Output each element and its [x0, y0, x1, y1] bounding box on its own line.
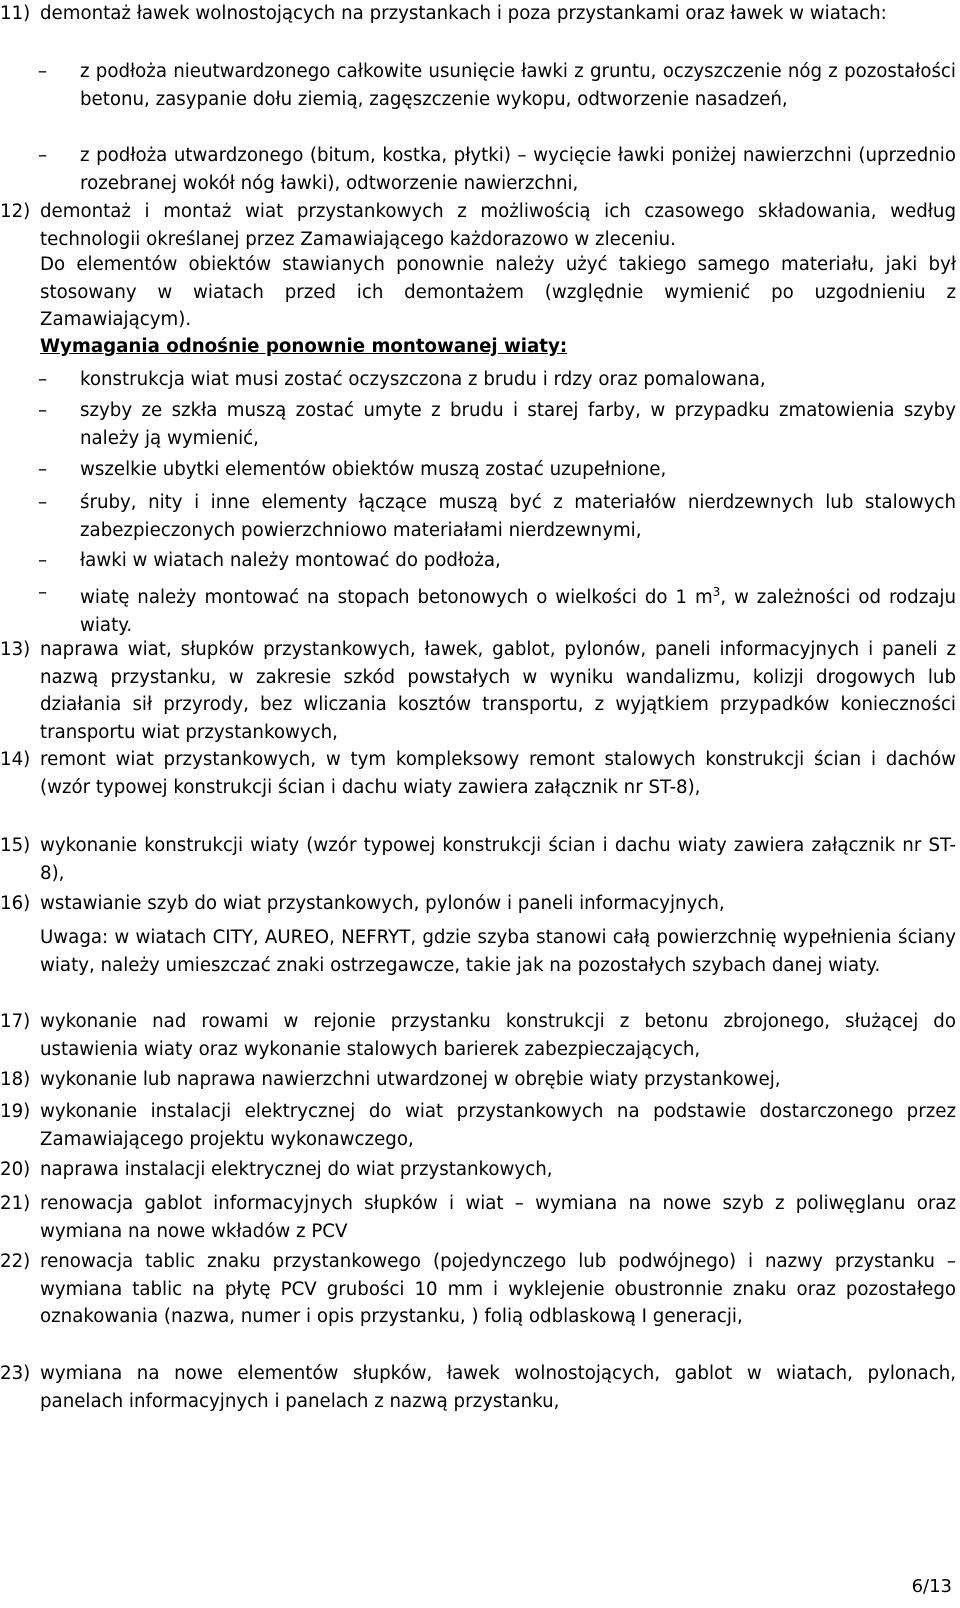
item-text: renowacja gablot informacyjnych słupków i wiat – wymiana na nowe szyb z poliwęglanu oraz wymiana na nowe wkładów z PCV [40, 1193, 956, 1242]
dash-marker: – [38, 369, 48, 390]
item-text: naprawa wiat, słupków przystankowych, ławek, gablot, pylonów, paneli informacyjnych i paneli z nazwą przystanku, w zakresie szkód powstałych w wyniku wandalizmu, kolizji drogowych lub działania sił przyrody, bez wliczania kosztów transportu, z wyjątkiem przypadków konieczności transportu wiat przystankowych, [40, 639, 956, 743]
list-item-14 [0, 746, 956, 801]
page-number: 6/13 [911, 1576, 952, 1597]
item-number: 18) [0, 1069, 31, 1090]
item-text: demontaż ławek wolnostojących na przystankach i poza przystankami oraz ławek w wiatach: [40, 3, 887, 24]
item-number: 11) [0, 3, 31, 24]
item-number: 15) [0, 835, 31, 856]
requirement-text: konstrukcja wiat musi zostać oczyszczona z brudu i rdzy oraz pomalowana, [80, 369, 766, 390]
list-item-18 [0, 1066, 956, 1094]
item-text: wykonanie konstrukcji wiaty (wzór typowej konstrukcji ścian i dachu wiaty zawiera załącznik nr ST-8), [40, 835, 956, 884]
item-number: 21) [0, 1193, 31, 1214]
item-number: 13) [0, 639, 31, 660]
dash-marker: – [38, 61, 48, 82]
dash-marker: – [38, 492, 48, 513]
dash-marker: – [38, 400, 48, 421]
requirement-text: wszelkie ubytki elementów obiektów muszą zostać uzupełnione, [80, 459, 667, 480]
requirement-item [38, 397, 956, 452]
requirement-item [38, 456, 956, 484]
sub-item [38, 58, 956, 113]
item-number: 20) [0, 1159, 31, 1180]
item-text: renowacja tablic znaku przystankowego (pojedynczego lub podwójnego) i nazwy przystanku – wymiana tablic na płytę PCV grubości 10 mm i wyklejenie obustronnie znaku oraz pozostałego oznakowania (nazwa, numer i opis przystanku, ) folią odblaskową I generacji, [40, 1251, 956, 1327]
sub-item [38, 142, 956, 197]
list-item-15 [0, 832, 956, 887]
note-paragraph: Uwaga: w wiatach CITY, AUREO, NEFRYT, gdzie szyba stanowi całą powierzchnię wypełnienia ściany wiaty, należy umieszczać znaki ostrzegawcze, takie jak na pozostałych szybach danej wiaty. [40, 927, 956, 976]
item-number: 16) [0, 893, 31, 914]
item-number: 14) [0, 749, 31, 770]
requirement-text-part: , w zależności od rodzaju wiaty. [80, 587, 956, 636]
dash-marker: – [38, 550, 48, 571]
list-item-12 [0, 198, 956, 253]
item-number: 23) [0, 1363, 31, 1384]
superscript: 3 [712, 585, 721, 599]
list-item-11 [0, 0, 956, 28]
item-number: 17) [0, 1011, 31, 1032]
list-item-19 [0, 1098, 956, 1153]
item-text: wykonanie nad rowami w rejonie przystanku konstrukcji z betonu zbrojonego, służącej do ustawienia wiaty oraz wykonanie stalowych barierek zabezpieczających, [40, 1011, 956, 1060]
requirement-text: ławki w wiatach należy montować do podłoża, [80, 550, 501, 571]
item-text: remont wiat przystankowych, w tym kompleksowy remont stalowych konstrukcji ścian i dachów (wzór typowej konstrukcji ścian i dachu wiaty zawiera załącznik nr ST-8), [40, 749, 956, 798]
item-text: demontaż i montaż wiat przystankowych z możliwością ich czasowego składowania, według technologii określanej przez Zamawiającego każdorazowo w zleceniu. [40, 201, 956, 250]
requirement-text [80, 587, 956, 636]
dash-marker: – [38, 145, 48, 166]
requirement-item [38, 366, 956, 394]
item-text: wykonanie lub naprawa nawierzchni utwardzonej w obrębie wiaty przystankowej, [40, 1069, 781, 1090]
dash-marker: – [38, 582, 48, 603]
list-item-23 [0, 1360, 956, 1415]
section-heading: Wymagania odnośnie ponownie montowanej wiaty: [40, 336, 568, 357]
requirement-item [38, 489, 956, 544]
item-number: 19) [0, 1101, 31, 1122]
list-item-13 [0, 636, 956, 746]
item-text: wstawianie szyb do wiat przystankowych, pylonów i paneli informacyjnych, [40, 893, 725, 914]
requirement-text: śruby, nity i inne elementy łączące muszą być z materiałów nierdzewnych lub stalowych zabezpieczonych powierzchniowo materiałami nierdzewnymi, [80, 492, 956, 541]
list-item-22 [0, 1248, 956, 1331]
sub-item-text: z podłoża nieutwardzonego całkowite usunięcie ławki z gruntu, oczyszczenie nóg z pozostałości betonu, zasypanie dołu ziemią, zagęszczenie wykopu, odtworzenie nasadzeń, [80, 61, 956, 110]
requirement-item [38, 547, 956, 575]
requirement-item [38, 579, 956, 639]
dash-marker: – [38, 459, 48, 480]
item-number: 22) [0, 1251, 31, 1272]
list-item-16 [0, 890, 956, 918]
list-item-21 [0, 1190, 956, 1245]
item-number: 12) [0, 201, 31, 222]
requirement-text: szyby ze szkła muszą zostać umyte z brudu i starej farby, w przypadku zmatowienia szyby należy ją wymienić, [80, 400, 956, 449]
list-item-20 [0, 1156, 956, 1184]
paragraph: Do elementów obiektów stawianych ponownie należy użyć takiego samego materiału, jaki był stosowany w wiatach przed ich demontażem (względnie wymienić po uzgodnieniu z Zamawiającym). [40, 254, 956, 330]
item-text: wykonanie instalacji elektrycznej do wiat przystankowych na podstawie dostarczonego przez Zamawiającego projektu wykonawczego, [40, 1101, 956, 1150]
item-text: naprawa instalacji elektrycznej do wiat przystankowych, [40, 1159, 553, 1180]
requirement-text-part: wiatę należy montować na stopach betonowych o wielkości do 1 m [80, 587, 713, 609]
item-text: wymiana na nowe elementów słupków, ławek wolnostojących, gablot w wiatach, pylonach, panelach informacyjnych i panelach z nazwą przystanku, [40, 1363, 956, 1412]
sub-item-text: z podłoża utwardzonego (bitum, kostka, płytki) – wycięcie ławki poniżej nawierzchni (uprzednio rozebranej wokół nóg ławki), odtworzenie nawierzchni, [80, 145, 956, 194]
list-item-17 [0, 1008, 956, 1063]
